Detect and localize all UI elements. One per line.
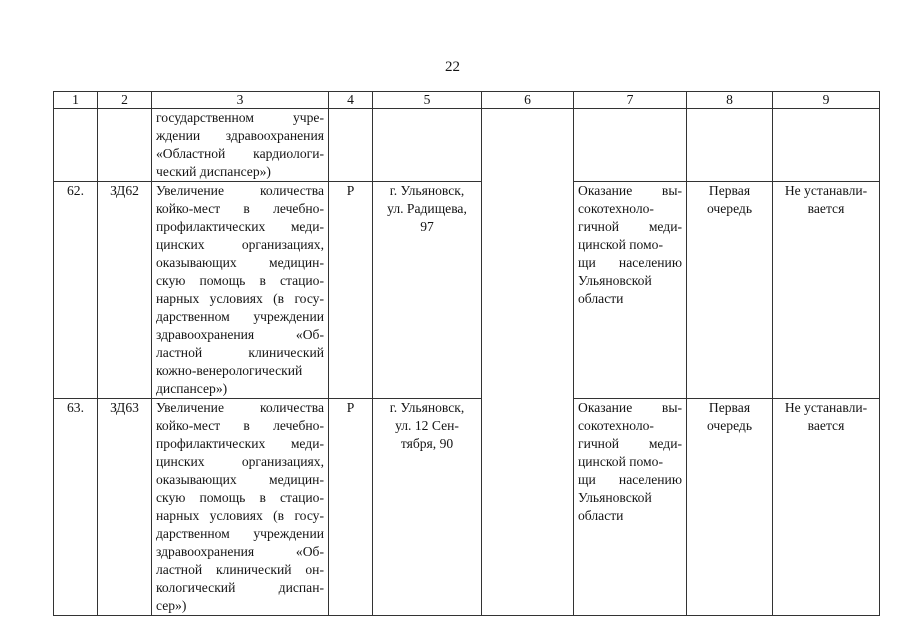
- table-cell: [687, 109, 773, 182]
- text-line: цинской помо-: [578, 237, 663, 252]
- text-line: кологический диспан-: [156, 580, 324, 595]
- text-line: вается: [807, 418, 845, 433]
- text-line: Первая: [708, 183, 751, 198]
- text-line: скую помощь в стацио-: [156, 490, 324, 505]
- address-cell: [373, 399, 482, 616]
- page-number: 22: [445, 59, 460, 75]
- text-line: нарных условиях (в госу-: [156, 291, 324, 306]
- text-line: ластной клинический он-: [156, 562, 324, 577]
- text-line: г. Ульяновск,: [389, 183, 465, 198]
- text-line: вается: [807, 201, 845, 216]
- text-line: «Областной кардиологи-: [156, 146, 324, 161]
- text-line: области: [578, 508, 624, 523]
- address-cell: [373, 182, 482, 399]
- table-cell: [329, 109, 373, 182]
- text-line: щи населению: [578, 255, 682, 270]
- purpose-cell: [574, 182, 687, 399]
- text-line: Не устанавли-: [784, 183, 868, 198]
- column-header: 1: [54, 92, 98, 109]
- priority-cell: [687, 399, 773, 616]
- text-line: цинских организациях,: [156, 454, 324, 469]
- text-line: здравоохранения «Об-: [156, 544, 324, 559]
- register-table: [53, 91, 880, 616]
- text-line: Ульяновской: [578, 273, 652, 288]
- text-line: койко-мест в лечебно-: [156, 201, 324, 216]
- column-header: 6: [482, 92, 574, 109]
- column-header: 7: [574, 92, 687, 109]
- text-line: сокотехноло-: [578, 201, 654, 216]
- priority-cell: [687, 182, 773, 399]
- table-cell: [773, 109, 880, 182]
- text-line: ластной клинический: [156, 345, 324, 360]
- text-line: дарственном учреждении: [156, 526, 324, 541]
- text-line: ул. 12 Сен-: [395, 418, 459, 433]
- table-cell: [98, 109, 152, 182]
- table-row: [54, 182, 880, 399]
- row-code: ЗД63: [98, 399, 152, 616]
- column-header: 5: [373, 92, 482, 109]
- text-line: государственном учре-: [156, 110, 324, 125]
- text-line: Увеличение количества: [156, 183, 324, 198]
- text-line: оказывающих медицин-: [156, 472, 324, 487]
- table-cell: [574, 109, 687, 182]
- column-header: 2: [98, 92, 152, 109]
- row-number: 63.: [54, 399, 98, 616]
- text-line: профилактических меди-: [156, 436, 324, 451]
- object-description-cell: [152, 109, 329, 182]
- text-line: Увеличение количества: [156, 400, 324, 415]
- status-cell: [773, 399, 880, 616]
- text-line: гичной меди-: [578, 436, 682, 451]
- region-code: Р: [329, 182, 373, 399]
- text-line: ждении здравоохранения: [156, 128, 324, 143]
- region-code: Р: [329, 399, 373, 616]
- text-line: цинских организациях,: [156, 237, 324, 252]
- text-line: щи населению: [578, 472, 682, 487]
- text-line: нарных условиях (в госу-: [156, 508, 324, 523]
- text-line: очередь: [706, 201, 753, 216]
- column-header: 9: [773, 92, 880, 109]
- text-line: Оказание вы-: [578, 183, 682, 198]
- continuation-row: [54, 109, 880, 182]
- table-header-row: [54, 92, 880, 109]
- row-code: ЗД62: [98, 182, 152, 399]
- text-line: цинской помо-: [578, 454, 663, 469]
- purpose-cell: [574, 399, 687, 616]
- column-header: 4: [329, 92, 373, 109]
- text-line: тября, 90: [400, 436, 454, 451]
- text-line: профилактических меди-: [156, 219, 324, 234]
- text-line: оказывающих медицин-: [156, 255, 324, 270]
- text-line: 97: [420, 219, 434, 234]
- text-line: койко-мест в лечебно-: [156, 418, 324, 433]
- text-line: Первая: [708, 400, 751, 415]
- text-line: здравоохранения «Об-: [156, 327, 324, 342]
- column-header: 3: [152, 92, 329, 109]
- table-cell: [373, 109, 482, 182]
- text-line: г. Ульяновск,: [389, 400, 465, 415]
- table-cell: [54, 109, 98, 182]
- text-line: области: [578, 291, 624, 306]
- text-line: очередь: [706, 418, 753, 433]
- text-line: сокотехноло-: [578, 418, 654, 433]
- text-line: гичной меди-: [578, 219, 682, 234]
- text-line: скую помощь в стацио-: [156, 273, 324, 288]
- row-number: 62.: [54, 182, 98, 399]
- object-description-cell: [152, 399, 329, 616]
- text-line: диспансер»): [156, 381, 228, 396]
- status-cell: [773, 182, 880, 399]
- text-line: Оказание вы-: [578, 400, 682, 415]
- text-line: Ульяновской: [578, 490, 652, 505]
- column-6-cell: [482, 109, 574, 616]
- text-line: ческий диспансер»): [156, 164, 271, 179]
- text-line: сер»): [156, 598, 187, 613]
- object-description-cell: [152, 182, 329, 399]
- table-row: [54, 399, 880, 616]
- text-line: Не устанавли-: [784, 400, 868, 415]
- column-header: 8: [687, 92, 773, 109]
- text-line: кожно-венерологический: [156, 363, 303, 378]
- text-line: дарственном учреждении: [156, 309, 324, 324]
- text-line: ул. Радищева,: [387, 201, 467, 216]
